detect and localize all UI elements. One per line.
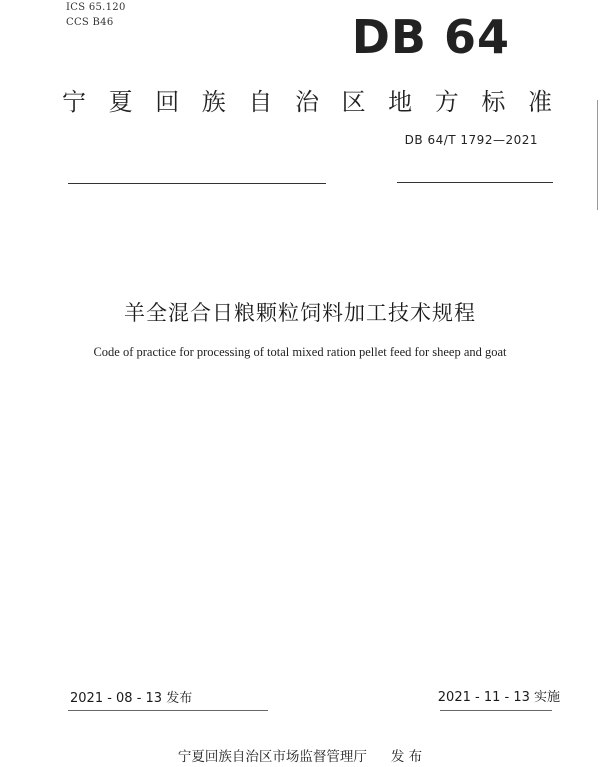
ics-code: ICS 65.120 (66, 2, 126, 13)
issuer-name: 宁夏回族自治区市场监督管理厅 (177, 749, 367, 765)
title-char: 族 (201, 88, 226, 116)
document-title-chinese: 羊全混合日粮颗粒饲料加工技术规程 (124, 301, 476, 325)
title-char: 治 (294, 88, 319, 116)
title-char: 宁 (62, 88, 86, 116)
standard-number: DB 64/T 1792—2021 (404, 133, 538, 147)
footer-divider-left (68, 710, 268, 711)
issuer-action: 发 布 (390, 749, 423, 765)
title-char: 准 (527, 88, 552, 116)
scan-edge-line (597, 100, 598, 210)
standard-type-title (62, 82, 552, 117)
title-char: 方 (434, 88, 459, 116)
header-divider-left (68, 183, 326, 184)
issue-date: 2021 - 08 - 13 发布 (70, 691, 193, 706)
document-title-english: Code of practice for processing of total mixed ration pellet feed for sheep and goat (93, 345, 507, 359)
title-char: 标 (481, 88, 506, 116)
ccs-code: CCS B46 (66, 17, 114, 28)
title-char: 地 (388, 88, 413, 116)
issuing-authority (0, 745, 600, 765)
title-char: 回 (155, 88, 180, 116)
title-char: 夏 (108, 88, 133, 116)
implementation-date: 2021 - 11 - 13 实施 (437, 690, 560, 705)
db-logo: DB 64 (351, 10, 510, 64)
title-char: 自 (248, 88, 273, 116)
header-divider-right (397, 182, 553, 183)
title-char: 区 (341, 88, 366, 116)
footer-divider-right (440, 710, 552, 711)
